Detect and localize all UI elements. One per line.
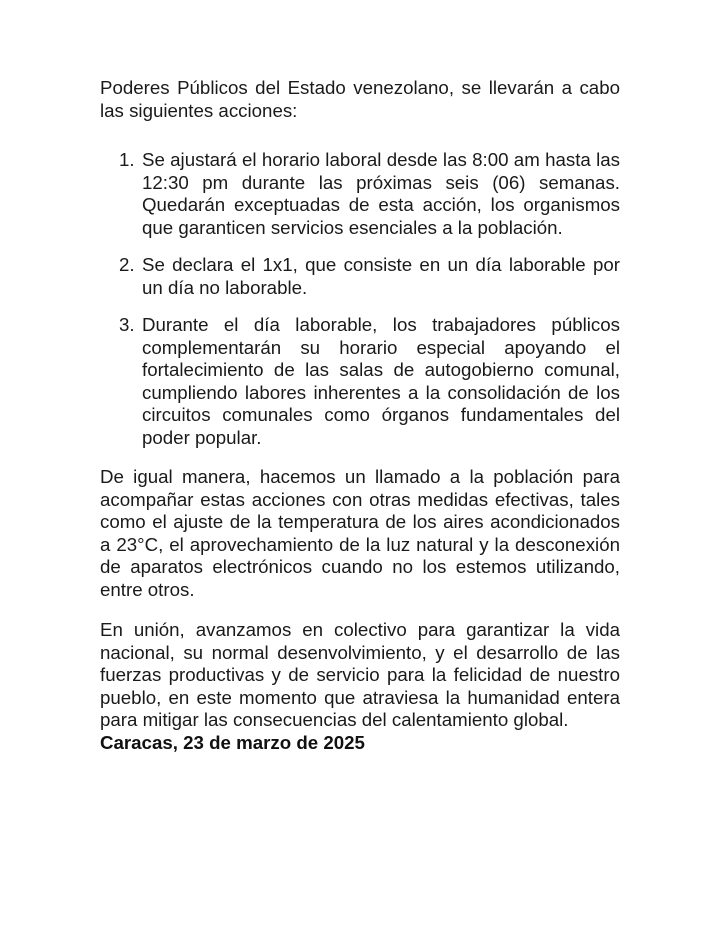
list-item-1 [119, 149, 620, 239]
list-item-3 [119, 314, 620, 449]
call-to-population-paragraph: De igual manera, hacemos un llamado a la población para acompañar estas acciones con otras medidas efectivas, tales como el ajuste de la temperatura de los aires acondicionados a 23°C, el aprovechamiento de la luz natural y la desconexión de aparatos electrónicos cuando no los estemos utilizando, entre otros. [100, 466, 620, 600]
list-item-3-number: 3. [119, 314, 135, 335]
union-paragraph: En unión, avanzamos en colectivo para garantizar la vida nacional, su normal desenvolvimiento, y el desarrollo de las fuerzas productivas y de servicio para la felicidad de nuestro pueblo, en este momento que atraviesa la humanidad entera para mitigar las consecuencias del calentamiento global. [100, 619, 620, 730]
list-item-3-text: Durante el día laborable, los trabajadores públicos complementarán su horario especial apoyando el fortalecimiento de las salas de autogobierno comunal, cumpliendo labores inherentes a la consolidación de los circuitos comunales como órganos fundamentales del poder popular. [142, 314, 620, 448]
list-item-2-text: Se declara el 1x1, que consiste en un día laborable por un día no laborable. [142, 254, 620, 298]
dateline: Caracas, 23 de marzo de 2025 [100, 731, 365, 753]
list-item-2 [119, 254, 620, 299]
list-item-2-number: 2. [119, 254, 135, 275]
intro-paragraph: Poderes Públicos del Estado venezolano, se llevarán a cabo las siguientes acciones: [100, 77, 620, 121]
list-item-1-number: 1. [119, 149, 135, 170]
list-item-1-text: Se ajustará el horario laboral desde las 8:00 am hasta las 12:30 pm durante las próximas seis (06) semanas. Quedarán exceptuadas de esta acción, los organismos que garanticen servicios esenciales a la población. [142, 149, 620, 238]
numbered-list [100, 149, 620, 449]
